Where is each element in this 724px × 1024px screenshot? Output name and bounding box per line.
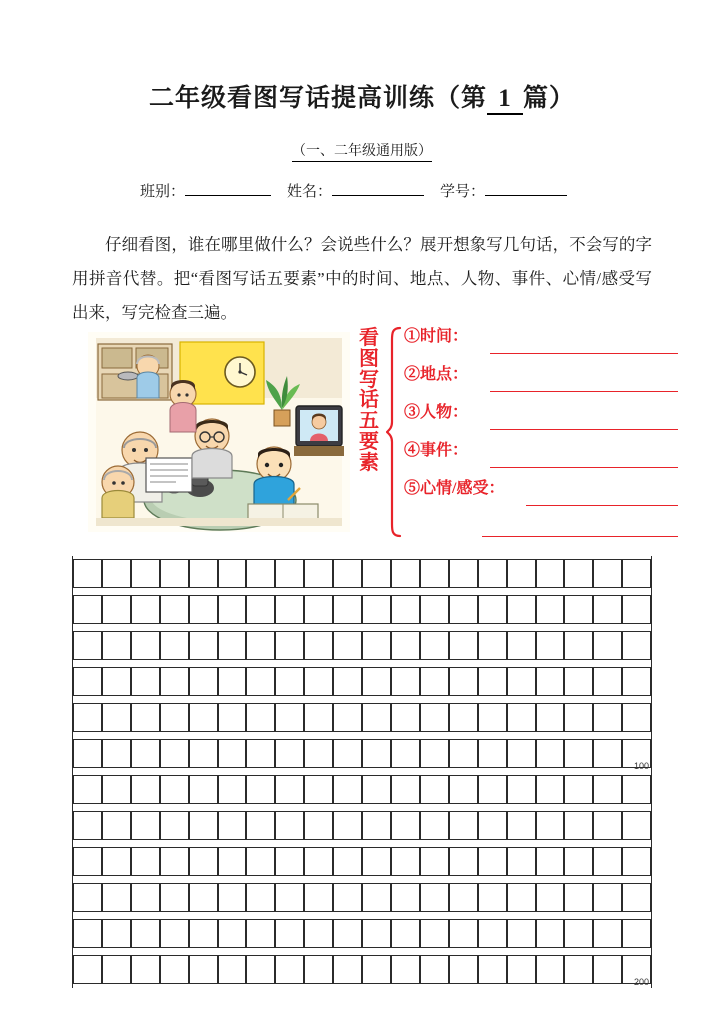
grid-cell[interactable] bbox=[246, 559, 275, 588]
grid-cell[interactable] bbox=[507, 667, 536, 696]
title-suffix: 篇） bbox=[523, 85, 576, 112]
grid-cell[interactable] bbox=[391, 811, 420, 840]
grid-cell[interactable] bbox=[189, 775, 218, 804]
page-title bbox=[0, 78, 724, 115]
grid-cell[interactable] bbox=[593, 559, 622, 588]
grid-row bbox=[73, 664, 651, 700]
grid-cell[interactable] bbox=[622, 811, 651, 840]
grid-cell[interactable] bbox=[622, 883, 651, 912]
grid-cell[interactable] bbox=[622, 667, 651, 696]
grid-cell[interactable] bbox=[449, 883, 478, 912]
name-input-blank[interactable] bbox=[332, 180, 424, 196]
grid-cell[interactable] bbox=[131, 595, 160, 624]
grid-cell[interactable] bbox=[391, 955, 420, 984]
grid-cell[interactable] bbox=[304, 775, 333, 804]
grid-cell[interactable] bbox=[391, 559, 420, 588]
grid-cell[interactable] bbox=[593, 703, 622, 732]
grid-cell[interactable] bbox=[478, 811, 507, 840]
grid-cell[interactable] bbox=[449, 559, 478, 588]
grid-cell[interactable] bbox=[536, 595, 565, 624]
grid-cell[interactable] bbox=[536, 739, 565, 768]
grid-cell[interactable] bbox=[246, 739, 275, 768]
name-label: 姓名： bbox=[287, 184, 333, 200]
grid-cell[interactable] bbox=[333, 955, 362, 984]
student-info-row bbox=[140, 180, 600, 201]
grid-cell[interactable] bbox=[478, 595, 507, 624]
grid-cell[interactable] bbox=[564, 595, 593, 624]
grid-cell[interactable] bbox=[189, 883, 218, 912]
grid-cell[interactable] bbox=[246, 919, 275, 948]
grid-row bbox=[73, 556, 651, 592]
element-row-time bbox=[404, 322, 656, 360]
grid-cell[interactable] bbox=[362, 775, 391, 804]
grid-cell[interactable] bbox=[73, 883, 102, 912]
grid-cell[interactable] bbox=[160, 559, 189, 588]
vtitle-char-3: 写 bbox=[359, 368, 379, 391]
grid-cell[interactable] bbox=[420, 919, 449, 948]
grid-cell[interactable] bbox=[275, 775, 304, 804]
vtitle-char-6: 要 bbox=[359, 430, 379, 453]
grid-cell[interactable] bbox=[160, 883, 189, 912]
grid-cell[interactable] bbox=[593, 955, 622, 984]
student-id-input-blank[interactable] bbox=[485, 180, 567, 196]
class-label: 班别： bbox=[140, 184, 186, 200]
grid-cell[interactable] bbox=[420, 631, 449, 660]
grid-cell[interactable] bbox=[218, 883, 247, 912]
grid-cell[interactable] bbox=[304, 811, 333, 840]
grid-cell[interactable] bbox=[333, 631, 362, 660]
grid-cell[interactable] bbox=[218, 595, 247, 624]
grid-cell[interactable] bbox=[478, 631, 507, 660]
grid-cell[interactable] bbox=[391, 919, 420, 948]
grid-cell[interactable] bbox=[131, 955, 160, 984]
class-input-blank[interactable] bbox=[185, 180, 271, 196]
grid-cell[interactable] bbox=[593, 919, 622, 948]
element-blank-time[interactable] bbox=[490, 353, 678, 354]
grid-cell[interactable] bbox=[275, 955, 304, 984]
grid-row bbox=[73, 844, 651, 880]
element-row-event bbox=[404, 436, 656, 474]
grid-cell[interactable] bbox=[507, 595, 536, 624]
grid-cell[interactable] bbox=[333, 559, 362, 588]
element-label-place: ②地点： bbox=[404, 366, 469, 383]
grid-cell[interactable] bbox=[102, 559, 131, 588]
grid-cell[interactable] bbox=[622, 595, 651, 624]
grid-cell[interactable] bbox=[536, 775, 565, 804]
writing-grid-border bbox=[72, 556, 652, 988]
grid-cell[interactable] bbox=[73, 703, 102, 732]
grid-cell[interactable] bbox=[593, 739, 622, 768]
grid-cell[interactable] bbox=[391, 775, 420, 804]
grid-cell[interactable] bbox=[391, 595, 420, 624]
grid-cell[interactable] bbox=[420, 739, 449, 768]
grid-cell[interactable] bbox=[218, 703, 247, 732]
grid-cell[interactable] bbox=[507, 811, 536, 840]
grid-cell[interactable] bbox=[189, 811, 218, 840]
grid-cell[interactable] bbox=[449, 631, 478, 660]
five-elements-vertical-title bbox=[356, 328, 382, 474]
grid-cell[interactable] bbox=[507, 847, 536, 876]
element-row-place bbox=[404, 360, 656, 398]
grid-cell[interactable] bbox=[333, 667, 362, 696]
grid-cell[interactable] bbox=[275, 703, 304, 732]
writing-grid bbox=[72, 556, 652, 988]
grid-cell[interactable] bbox=[102, 631, 131, 660]
grid-cell[interactable] bbox=[564, 919, 593, 948]
grid-row bbox=[73, 952, 651, 988]
element-label-event: ④事件： bbox=[404, 442, 469, 459]
grid-cell[interactable] bbox=[102, 595, 131, 624]
grid-cell[interactable] bbox=[275, 847, 304, 876]
curly-brace-icon bbox=[386, 326, 402, 538]
element-blank-people[interactable] bbox=[490, 429, 678, 430]
grid-cell[interactable] bbox=[102, 667, 131, 696]
element-row-feeling bbox=[404, 474, 656, 512]
subtitle-text: （一、二年级通用版） bbox=[292, 140, 432, 162]
grid-cell[interactable] bbox=[420, 811, 449, 840]
grid-cell[interactable] bbox=[362, 919, 391, 948]
grid-cell[interactable] bbox=[304, 739, 333, 768]
grid-cell[interactable] bbox=[391, 847, 420, 876]
grid-cell[interactable] bbox=[420, 559, 449, 588]
grid-cell[interactable] bbox=[362, 811, 391, 840]
grid-cell[interactable] bbox=[362, 883, 391, 912]
grid-cell[interactable] bbox=[160, 775, 189, 804]
grid-cell[interactable] bbox=[246, 883, 275, 912]
grid-cell[interactable] bbox=[564, 559, 593, 588]
grid-cell[interactable] bbox=[420, 955, 449, 984]
grid-cell[interactable] bbox=[131, 739, 160, 768]
grid-cell[interactable] bbox=[102, 703, 131, 732]
grid-cell[interactable] bbox=[304, 667, 333, 696]
grid-cell[interactable] bbox=[246, 811, 275, 840]
grid-cell[interactable] bbox=[275, 631, 304, 660]
grid-cell[interactable] bbox=[246, 667, 275, 696]
element-blank-place[interactable] bbox=[490, 391, 678, 392]
grid-cell[interactable] bbox=[536, 559, 565, 588]
grid-cell[interactable] bbox=[622, 847, 651, 876]
grid-row bbox=[73, 916, 651, 952]
grid-cell[interactable] bbox=[333, 703, 362, 732]
grid-cell[interactable] bbox=[160, 919, 189, 948]
grid-cell[interactable] bbox=[102, 919, 131, 948]
grid-cell[interactable] bbox=[73, 811, 102, 840]
vtitle-char-5: 五 bbox=[359, 410, 379, 433]
grid-cell[interactable] bbox=[73, 595, 102, 624]
student-id-label: 学号： bbox=[440, 184, 486, 200]
element-label-time: ①时间： bbox=[404, 328, 469, 345]
grid-cell[interactable] bbox=[246, 595, 275, 624]
vtitle-char-4: 话 bbox=[359, 389, 379, 412]
grid-cell[interactable] bbox=[362, 847, 391, 876]
grid-cell[interactable] bbox=[131, 811, 160, 840]
grid-cell[interactable] bbox=[246, 775, 275, 804]
grid-cell[interactable] bbox=[362, 739, 391, 768]
grid-cell[interactable] bbox=[189, 595, 218, 624]
grid-cell[interactable] bbox=[564, 703, 593, 732]
grid-cell[interactable] bbox=[131, 919, 160, 948]
grid-cell[interactable] bbox=[564, 739, 593, 768]
grid-cell[interactable] bbox=[275, 667, 304, 696]
grid-cell[interactable] bbox=[564, 955, 593, 984]
grid-cell[interactable] bbox=[189, 919, 218, 948]
grid-cell[interactable] bbox=[449, 847, 478, 876]
grid-cell[interactable] bbox=[102, 811, 131, 840]
grid-cell[interactable] bbox=[304, 883, 333, 912]
five-elements-list bbox=[404, 322, 656, 512]
grid-cell[interactable] bbox=[275, 559, 304, 588]
grid-cell[interactable] bbox=[304, 559, 333, 588]
grid-cell[interactable] bbox=[420, 883, 449, 912]
grid-cell[interactable] bbox=[507, 703, 536, 732]
grid-cell[interactable] bbox=[275, 739, 304, 768]
grid-cell[interactable] bbox=[189, 739, 218, 768]
grid-cell[interactable] bbox=[536, 919, 565, 948]
grid-cell[interactable] bbox=[304, 595, 333, 624]
grid-cell[interactable] bbox=[73, 667, 102, 696]
grid-cell[interactable] bbox=[536, 667, 565, 696]
grid-cell[interactable] bbox=[275, 883, 304, 912]
grid-cell[interactable] bbox=[189, 847, 218, 876]
grid-cell[interactable] bbox=[449, 703, 478, 732]
grid-cell[interactable] bbox=[73, 559, 102, 588]
grid-cell[interactable] bbox=[102, 883, 131, 912]
grid-cell[interactable] bbox=[420, 703, 449, 732]
grid-cell[interactable] bbox=[449, 919, 478, 948]
grid-cell[interactable] bbox=[391, 883, 420, 912]
grid-cell[interactable] bbox=[593, 883, 622, 912]
grid-cell[interactable] bbox=[362, 595, 391, 624]
instructions-text: 仔细看图，谁在哪里做什么？会说些什么？展开想象写几句话，不会写的字用拼音代替。把“看图写话五要素”中的时间、地点、人物、事件、心情/感受写出来，写完检查三遍。 bbox=[72, 235, 652, 322]
grid-cell[interactable] bbox=[218, 919, 247, 948]
element-label-people: ③人物： bbox=[404, 404, 469, 421]
title-prefix: 二年级看图写话提高训练（第 bbox=[148, 85, 487, 112]
grid-cell[interactable] bbox=[73, 739, 102, 768]
grid-cell[interactable] bbox=[622, 631, 651, 660]
grid-cell[interactable] bbox=[478, 559, 507, 588]
grid-cell[interactable] bbox=[507, 559, 536, 588]
grid-cell[interactable] bbox=[449, 811, 478, 840]
grid-cell[interactable] bbox=[218, 811, 247, 840]
five-elements-block bbox=[356, 322, 656, 542]
grid-cell[interactable] bbox=[218, 739, 247, 768]
illustration-image bbox=[88, 332, 350, 532]
element-label-feeling: ⑤心情/感受： bbox=[404, 480, 505, 497]
grid-cell[interactable] bbox=[218, 847, 247, 876]
grid-cell[interactable] bbox=[131, 559, 160, 588]
illustration-svg bbox=[88, 332, 350, 532]
grid-cell[interactable] bbox=[275, 919, 304, 948]
grid-cell[interactable] bbox=[622, 559, 651, 588]
grid-cell[interactable] bbox=[333, 919, 362, 948]
grid-cell[interactable] bbox=[478, 919, 507, 948]
grid-cell[interactable] bbox=[449, 595, 478, 624]
grid-cell[interactable] bbox=[131, 667, 160, 696]
grid-cell[interactable] bbox=[73, 631, 102, 660]
grid-cell[interactable] bbox=[564, 775, 593, 804]
grid-cell[interactable] bbox=[218, 631, 247, 660]
grid-cell[interactable] bbox=[449, 739, 478, 768]
grid-cell[interactable] bbox=[507, 739, 536, 768]
grid-cell[interactable] bbox=[189, 703, 218, 732]
grid-cell[interactable] bbox=[304, 955, 333, 984]
grid-cell[interactable] bbox=[160, 703, 189, 732]
grid-cell[interactable] bbox=[362, 667, 391, 696]
grid-cell[interactable] bbox=[102, 955, 131, 984]
grid-cell[interactable] bbox=[478, 847, 507, 876]
vtitle-char-1: 看 bbox=[359, 327, 379, 349]
grid-cell[interactable] bbox=[362, 631, 391, 660]
grid-count-mark-200: 200 bbox=[633, 977, 649, 987]
grid-cell[interactable] bbox=[160, 811, 189, 840]
grid-cell[interactable] bbox=[622, 919, 651, 948]
grid-cell[interactable] bbox=[536, 811, 565, 840]
grid-cell[interactable] bbox=[564, 847, 593, 876]
grid-cell[interactable] bbox=[333, 775, 362, 804]
grid-cell[interactable] bbox=[362, 559, 391, 588]
grid-cell[interactable] bbox=[564, 631, 593, 660]
grid-cell[interactable] bbox=[362, 703, 391, 732]
grid-cell[interactable] bbox=[160, 739, 189, 768]
grid-cell[interactable] bbox=[622, 775, 651, 804]
vtitle-char-2: 图 bbox=[359, 347, 379, 370]
subtitle bbox=[0, 140, 724, 162]
grid-cell[interactable] bbox=[478, 667, 507, 696]
grid-cell[interactable] bbox=[536, 955, 565, 984]
grid-cell[interactable] bbox=[73, 955, 102, 984]
vtitle-char-7: 素 bbox=[359, 451, 379, 474]
grid-count-mark-100: 100 bbox=[633, 761, 649, 771]
grid-cell[interactable] bbox=[536, 883, 565, 912]
grid-cell[interactable] bbox=[420, 595, 449, 624]
grid-cell[interactable] bbox=[564, 667, 593, 696]
grid-cell[interactable] bbox=[333, 739, 362, 768]
grid-row bbox=[73, 880, 651, 916]
grid-cell[interactable] bbox=[160, 595, 189, 624]
grid-cell[interactable] bbox=[593, 595, 622, 624]
grid-cell[interactable] bbox=[333, 883, 362, 912]
grid-cell[interactable] bbox=[420, 775, 449, 804]
grid-cell[interactable] bbox=[275, 811, 304, 840]
grid-cell[interactable] bbox=[333, 595, 362, 624]
grid-cell[interactable] bbox=[189, 631, 218, 660]
element-blank-feeling[interactable] bbox=[526, 505, 678, 506]
element-blank-event[interactable] bbox=[490, 467, 678, 468]
element-row-people bbox=[404, 398, 656, 436]
grid-cell[interactable] bbox=[189, 559, 218, 588]
grid-cell[interactable] bbox=[420, 847, 449, 876]
grid-cell[interactable] bbox=[131, 847, 160, 876]
grid-cell[interactable] bbox=[593, 667, 622, 696]
grid-cell[interactable] bbox=[131, 703, 160, 732]
grid-cell[interactable] bbox=[246, 703, 275, 732]
grid-cell[interactable] bbox=[507, 631, 536, 660]
grid-cell[interactable] bbox=[304, 847, 333, 876]
grid-cell[interactable] bbox=[593, 847, 622, 876]
grid-cell[interactable] bbox=[536, 631, 565, 660]
grid-cell[interactable] bbox=[246, 847, 275, 876]
grid-cell[interactable] bbox=[102, 775, 131, 804]
grid-cell[interactable] bbox=[507, 955, 536, 984]
grid-cell[interactable] bbox=[218, 775, 247, 804]
grid-cell[interactable] bbox=[449, 955, 478, 984]
grid-cell[interactable] bbox=[73, 919, 102, 948]
grid-cell[interactable] bbox=[478, 955, 507, 984]
grid-cell[interactable] bbox=[246, 955, 275, 984]
grid-cell[interactable] bbox=[218, 955, 247, 984]
grid-cell[interactable] bbox=[391, 739, 420, 768]
grid-cell[interactable] bbox=[478, 739, 507, 768]
grid-cell[interactable] bbox=[478, 703, 507, 732]
grid-cell[interactable] bbox=[304, 703, 333, 732]
grid-cell[interactable] bbox=[304, 919, 333, 948]
grid-cell[interactable] bbox=[333, 811, 362, 840]
grid-cell[interactable] bbox=[102, 739, 131, 768]
grid-cell[interactable] bbox=[131, 775, 160, 804]
grid-cell[interactable] bbox=[102, 847, 131, 876]
grid-row bbox=[73, 772, 651, 808]
grid-cell[interactable] bbox=[246, 631, 275, 660]
grid-cell[interactable] bbox=[391, 703, 420, 732]
grid-cell[interactable] bbox=[73, 847, 102, 876]
grid-row bbox=[73, 592, 651, 628]
grid-cell[interactable] bbox=[218, 559, 247, 588]
grid-cell[interactable] bbox=[564, 883, 593, 912]
grid-cell[interactable] bbox=[478, 883, 507, 912]
grid-cell[interactable] bbox=[333, 847, 362, 876]
element-blank-feeling-second-line[interactable] bbox=[482, 536, 678, 537]
grid-cell[interactable] bbox=[131, 883, 160, 912]
grid-cell[interactable] bbox=[536, 703, 565, 732]
grid-cell[interactable] bbox=[507, 919, 536, 948]
grid-cell[interactable] bbox=[391, 667, 420, 696]
grid-cell[interactable] bbox=[160, 667, 189, 696]
grid-cell[interactable] bbox=[160, 847, 189, 876]
grid-cell[interactable] bbox=[420, 667, 449, 696]
grid-cell[interactable] bbox=[536, 847, 565, 876]
grid-cell[interactable] bbox=[160, 631, 189, 660]
grid-cell[interactable] bbox=[449, 667, 478, 696]
grid-cell[interactable] bbox=[189, 955, 218, 984]
grid-cell[interactable] bbox=[391, 631, 420, 660]
grid-cell[interactable] bbox=[593, 811, 622, 840]
grid-cell[interactable] bbox=[304, 631, 333, 660]
grid-cell[interactable] bbox=[622, 703, 651, 732]
grid-cell[interactable] bbox=[160, 955, 189, 984]
grid-cell[interactable] bbox=[189, 667, 218, 696]
grid-cell[interactable] bbox=[73, 775, 102, 804]
grid-cell[interactable] bbox=[507, 775, 536, 804]
grid-cell[interactable] bbox=[593, 631, 622, 660]
grid-cell[interactable] bbox=[362, 955, 391, 984]
grid-cell[interactable] bbox=[478, 775, 507, 804]
grid-cell[interactable] bbox=[131, 631, 160, 660]
grid-row bbox=[73, 808, 651, 844]
grid-cell[interactable] bbox=[564, 811, 593, 840]
grid-row bbox=[73, 736, 651, 772]
title-number-blank: 1 bbox=[487, 85, 523, 115]
grid-cell[interactable] bbox=[449, 775, 478, 804]
grid-cell[interactable] bbox=[593, 775, 622, 804]
grid-cell[interactable] bbox=[275, 595, 304, 624]
grid-cell[interactable] bbox=[507, 883, 536, 912]
grid-cell[interactable] bbox=[218, 667, 247, 696]
grid-row bbox=[73, 628, 651, 664]
grid-row bbox=[73, 700, 651, 736]
